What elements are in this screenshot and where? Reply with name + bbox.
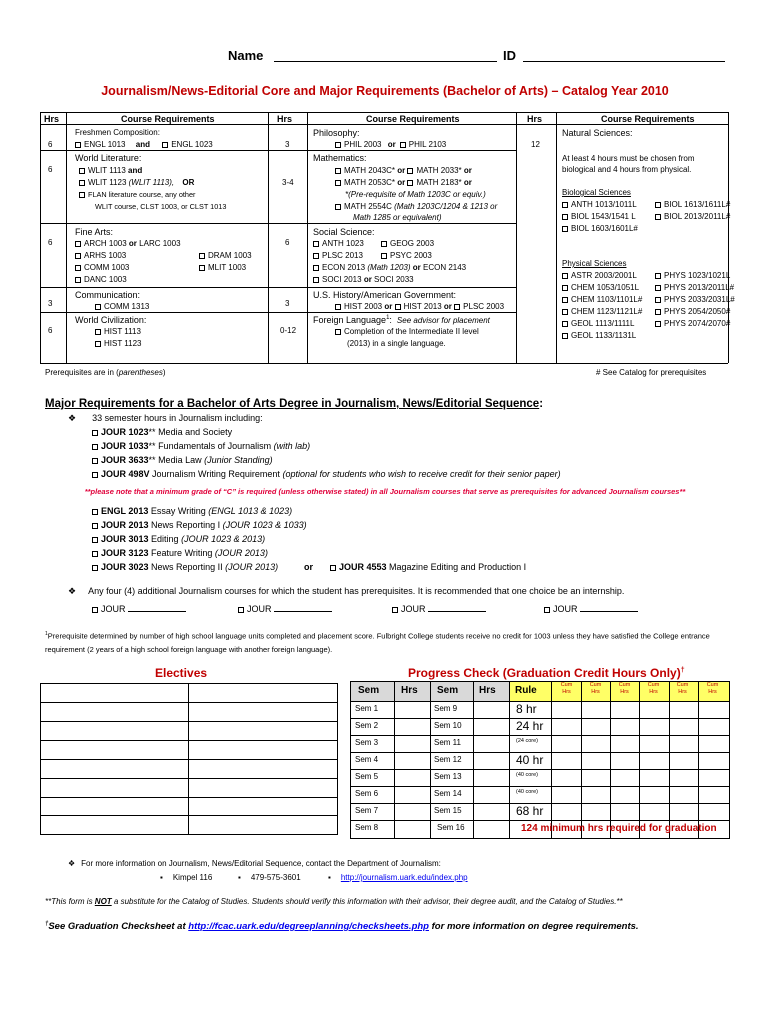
- natsci-hrs: 12: [531, 140, 540, 149]
- checkbox[interactable]: [313, 253, 319, 259]
- checkbox[interactable]: [313, 265, 319, 271]
- bio-item: ANTH 1013/1011L: [562, 200, 637, 209]
- sem-label: Sem 11: [434, 738, 461, 747]
- rule-header: Rule: [515, 685, 537, 696]
- sem-label: Sem 6: [355, 789, 379, 798]
- phys-item: CHEM 1103/1101L#: [562, 295, 642, 304]
- checkbox[interactable]: [92, 430, 98, 436]
- checkbox[interactable]: [75, 265, 81, 271]
- freshman-hrs: 6: [48, 140, 53, 149]
- checkbox[interactable]: [95, 304, 101, 310]
- comm-a: COMM 1313: [95, 302, 149, 311]
- worldlit-l2: WLIT 1123 (WLIT 1113), OR: [79, 178, 194, 187]
- course-req-header: Course Requirements: [366, 114, 460, 124]
- ushist-title: U.S. History/American Government:: [313, 290, 457, 300]
- checkbox[interactable]: [92, 537, 98, 543]
- philosophy-hrs: 3: [285, 140, 290, 149]
- bio-item: BIOL 1603/1601L#: [562, 224, 638, 233]
- checkbox[interactable]: [562, 321, 568, 327]
- social-f: SOCI 2013 or SOCI 2033: [313, 275, 414, 284]
- checkbox[interactable]: [330, 565, 336, 571]
- rule-value: (40 core): [516, 789, 539, 795]
- checkbox[interactable]: [75, 241, 81, 247]
- worldciv-a: HIST 1113: [95, 327, 141, 336]
- math-l3: *(Pre-requisite of Math 1203C or equiv.): [345, 190, 486, 199]
- name-field[interactable]: [274, 61, 497, 62]
- phys-item: PHYS 2054/2050#: [655, 307, 730, 316]
- sem-label: Sem 14: [434, 789, 462, 798]
- jour-slot[interactable]: JOUR: [392, 604, 486, 614]
- checkbox[interactable]: [92, 523, 98, 529]
- math-title: Mathematics:: [313, 153, 367, 163]
- checkbox[interactable]: [335, 304, 341, 310]
- checkbox[interactable]: [199, 265, 205, 271]
- checkbox[interactable]: [655, 309, 661, 315]
- sem-header: Sem: [437, 685, 459, 696]
- jour-slot[interactable]: JOUR: [544, 604, 638, 614]
- jour-slot[interactable]: JOUR: [238, 604, 332, 614]
- checkbox[interactable]: [313, 241, 319, 247]
- checkbox[interactable]: [92, 472, 98, 478]
- phys-item: ASTR 2003/2001L: [562, 271, 637, 280]
- progress-title: Progress Check (Graduation Credit Hours Only)†: [408, 666, 685, 680]
- seq-course: JOUR 3013 Editing (JOUR 1023 & 2013): [92, 534, 265, 544]
- rule-value: (40 core): [516, 772, 539, 778]
- sem-label: Sem 4: [355, 755, 379, 764]
- social-c: PLSC 2013: [313, 251, 363, 260]
- bio-item: BIOL 2013/2011L#: [655, 212, 730, 221]
- social-hrs: 6: [285, 238, 290, 247]
- checkbox[interactable]: [335, 329, 341, 335]
- finearts-e: DRAM 1003: [199, 251, 252, 260]
- checkbox[interactable]: [407, 180, 413, 186]
- checkbox[interactable]: [75, 277, 81, 283]
- checkbox[interactable]: [562, 333, 568, 339]
- rule-value: 8 hr: [516, 702, 537, 716]
- contact-link[interactable]: ▪ http://journalism.uark.edu/index.php: [328, 873, 468, 882]
- social-title: Social Science:: [313, 227, 375, 237]
- checkbox[interactable]: [655, 214, 661, 220]
- rule-value: 24 hr: [516, 719, 544, 733]
- phys-item: PHYS 2074/2070#: [655, 319, 730, 328]
- cum-header: Cum Hrs: [706, 682, 719, 695]
- foreign-l1: Completion of the Intermediate II level: [335, 327, 479, 336]
- core-course: JOUR 1033** Fundamentals of Journalism (with lab): [92, 441, 310, 451]
- id-field[interactable]: [523, 61, 725, 62]
- hrs-header: Hrs: [44, 114, 60, 124]
- language-footnote: $^1$Prerequisite determined by number of high school language units completed and placement score. Fulbright College students receive no credit for 1003 unless they have satisfied the College entrance requirement (2 years of a high school foreign language with another foreign language).: [45, 631, 710, 654]
- core-course: JOUR 1023** Media and Society: [92, 427, 232, 437]
- phys-item: CHEM 1053/1051L: [562, 283, 639, 292]
- checkbox[interactable]: [562, 285, 568, 291]
- cum-header: Cum Hrs: [647, 682, 660, 695]
- worldlit-hrs: 6: [48, 165, 53, 174]
- seq-course: JOUR 3023 News Reporting II (JOUR 2013): [92, 562, 278, 572]
- worldciv-b: HIST 1123: [95, 339, 142, 348]
- hrs-header: Hrs: [479, 685, 496, 696]
- major-heading: Major Requirements for a Bachelor of Arts Degree in Journalism, News/Editorial Sequence:: [45, 398, 544, 410]
- checkbox[interactable]: [335, 168, 341, 174]
- phys-item: CHEM 1123/1121L#: [562, 307, 642, 316]
- natsci-title: Natural Sciences:: [562, 128, 633, 138]
- checkbox[interactable]: [395, 304, 401, 310]
- electives-title: Electives: [155, 666, 208, 680]
- checkbox[interactable]: [92, 444, 98, 450]
- worldciv-title: World Civilization:: [75, 315, 147, 325]
- phys-item: PHYS 2033/2031L#: [655, 295, 735, 304]
- checkbox[interactable]: [655, 297, 661, 303]
- checkbox[interactable]: [562, 297, 568, 303]
- bio-title: Biological Sciences: [562, 188, 631, 197]
- checkbox[interactable]: [75, 253, 81, 259]
- sem-label: Sem 5: [355, 772, 379, 781]
- math-l5: Math 1285 or equivalent): [353, 213, 442, 222]
- math-l4: MATH 2554C (Math 1203C/1204 & 1213 or: [335, 202, 497, 211]
- checkbox[interactable]: [562, 214, 568, 220]
- checkbox[interactable]: [381, 241, 387, 247]
- bio-item: BIOL 1543/1541 L: [562, 212, 636, 221]
- comm-title: Communication:: [75, 290, 141, 300]
- natsci-intro: At least 4 hours must be chosen from biological and 4 hours from physical.: [562, 154, 695, 174]
- sem-label: Sem 8: [355, 823, 379, 832]
- major-intro: ❖ 33 semester hours in Journalism including:: [68, 413, 263, 423]
- phys-item: PHYS 1023/1021L: [655, 271, 730, 280]
- finearts-f: MLIT 1003: [199, 263, 246, 272]
- social-e: ECON 2013 (Math 1203) or ECON 2143: [313, 263, 466, 272]
- social-a: ANTH 1023: [313, 239, 364, 248]
- sem-label: Sem 13: [434, 772, 462, 781]
- grade-warning: **please note that a minimum grade of “C” is required (unless otherwise stated) in all Journalism courses that serve as prerequisites for advanced Journalism courses**: [84, 487, 686, 496]
- checkbox[interactable]: [92, 458, 98, 464]
- sem-label: Sem 2: [355, 721, 379, 730]
- checkbox[interactable]: [92, 509, 98, 515]
- checkbox[interactable]: [655, 202, 661, 208]
- core-course: JOUR 498V Journalism Writing Requirement (optional for students who wish to receive credit for their senior paper): [92, 469, 561, 479]
- finearts-a: ARCH 1003 or LARC 1003: [75, 239, 181, 248]
- hrs-header: Hrs: [277, 114, 293, 124]
- finearts-b: ARHS 1003: [75, 251, 126, 260]
- seq-course: ENGL 2013 Essay Writing (ENGL 1013 & 1023): [92, 506, 292, 516]
- checkbox[interactable]: [79, 180, 85, 186]
- checkbox[interactable]: [313, 277, 319, 283]
- page-title: Journalism/News-Editorial Core and Major Requirements (Bachelor of Arts) – Catalog Year 2010: [101, 84, 669, 98]
- comm-hrs: 3: [48, 299, 53, 308]
- contact-intro: ❖ For more information on Journalism, News/Editorial Sequence, contact the Department of Journalism:: [68, 859, 441, 868]
- ushist-line: HIST 2003 or HIST 2013 or PLSC 2003: [335, 302, 504, 311]
- ushist-hrs: 3: [285, 299, 290, 308]
- course-req-header: Course Requirements: [601, 114, 695, 124]
- worldciv-hrs: 6: [48, 326, 53, 335]
- sem-label: Sem 3: [355, 738, 379, 747]
- seq-course: JOUR 3123 Feature Writing (JOUR 2013): [92, 548, 268, 558]
- checksheet-note: †See Graduation Checksheet at http://fcac.uark.edu/degreeplanning/checksheets.php for more information on degree requirements.: [45, 921, 639, 933]
- checkbox[interactable]: [92, 551, 98, 557]
- seq-course: JOUR 2013 News Reporting I (JOUR 1023 & 1033): [92, 520, 307, 530]
- checkbox[interactable]: [79, 192, 85, 198]
- checkbox[interactable]: [335, 204, 341, 210]
- checkbox[interactable]: [381, 253, 387, 259]
- checkbox[interactable]: [655, 285, 661, 291]
- finearts-title: Fine Arts:: [75, 227, 114, 237]
- worldlit-l1: WLIT 1113 and: [79, 166, 142, 175]
- philosophy-title: Philosophy:: [313, 128, 360, 138]
- foreign-hrs: 0-12: [280, 326, 297, 335]
- catalog-note: # See Catalog for prerequisites: [596, 368, 707, 377]
- checkbox[interactable]: [562, 226, 568, 232]
- sem-label: Sem 10: [434, 721, 462, 730]
- math-l1: MATH 2043C* or MATH 2033* or: [335, 166, 472, 175]
- checkbox[interactable]: [92, 565, 98, 571]
- phys-item: GEOL 1133/1131L: [562, 331, 636, 340]
- min-hours-note: 124 minimum hrs required for graduation: [521, 823, 717, 834]
- any4-note: ❖ Any four (4) additional Journalism courses for which the student has prerequisites. It is recommended that one choice be an internship.: [68, 586, 625, 596]
- foreign-l2: (2013) in a single language.: [347, 339, 446, 348]
- checkbox[interactable]: [95, 329, 101, 335]
- contact-office: ▪ Kimpel 116: [160, 873, 213, 882]
- checkbox[interactable]: [335, 142, 341, 148]
- checkbox[interactable]: [199, 253, 205, 259]
- finearts-c: COMM 1003: [75, 263, 129, 272]
- checkbox[interactable]: [335, 180, 341, 186]
- jour-slot[interactable]: JOUR: [92, 604, 186, 614]
- electives-grid[interactable]: [40, 683, 338, 835]
- checkbox[interactable]: [79, 168, 85, 174]
- checksheet-link[interactable]: http://fcac.uark.edu/degreeplanning/checksheets.php: [188, 921, 429, 933]
- checkbox[interactable]: [95, 341, 101, 347]
- sem-header: Sem: [358, 685, 380, 696]
- sem-label: Sem 1: [355, 704, 379, 713]
- math-hrs: 3-4: [282, 178, 294, 187]
- math-l2: MATH 2053C* or MATH 2183* or: [335, 178, 472, 187]
- alt-course: JOUR 4553 Magazine Editing and Production I: [330, 562, 526, 572]
- sem-label: Sem 9: [434, 704, 458, 713]
- sem-label: Sem 12: [434, 755, 462, 764]
- core-course: JOUR 3633** Media Law (Junior Standing): [92, 455, 273, 465]
- disclaimer: **This form is NOT a substitute for the Catalog of Studies. Students should verify this information with their advisor, their degree audit, and the Catalog of Studies.**: [45, 897, 623, 906]
- checkbox[interactable]: [162, 142, 168, 148]
- hrs-header: Hrs: [527, 114, 543, 124]
- worldlit-l4: WLIT course, CLST 1003, or CLST 1013: [95, 202, 227, 211]
- phys-item: GEOL 1113/1111L: [562, 319, 634, 328]
- sem-label: Sem 15: [434, 806, 462, 815]
- finearts-d: DANC 1003: [75, 275, 127, 284]
- finearts-hrs: 6: [48, 238, 53, 247]
- checkbox[interactable]: [75, 142, 81, 148]
- phys-title: Physical Sciences: [562, 259, 627, 268]
- checkbox[interactable]: [454, 304, 460, 310]
- cum-header: Cum Hrs: [676, 682, 689, 695]
- cum-header: Cum Hrs: [589, 682, 602, 695]
- checkbox[interactable]: [655, 321, 661, 327]
- checkbox[interactable]: [655, 273, 661, 279]
- checkbox[interactable]: [400, 142, 406, 148]
- cum-header: Cum Hrs: [560, 682, 573, 695]
- course-req-header: Course Requirements: [121, 114, 215, 124]
- worldlit-l3: FLAN literature course, any other: [79, 190, 195, 199]
- checkbox[interactable]: [562, 202, 568, 208]
- bio-item: BIOL 1613/1611L#: [655, 200, 730, 209]
- rule-value: 68 hr: [516, 804, 544, 818]
- prereq-note: Prerequisites are in (parentheses): [45, 368, 166, 377]
- philosophy-line: PHIL 2003 or PHIL 2103: [335, 140, 446, 149]
- checkbox[interactable]: [562, 273, 568, 279]
- rule-value: (24 core): [516, 738, 539, 744]
- freshman-line: ENGL 1013 and ENGL 1023: [75, 140, 213, 149]
- worldlit-title: World Literature:: [75, 153, 142, 163]
- sem-label: Sem 16: [437, 823, 465, 832]
- foreign-title: Foreign Language$^1$: See advisor for placement: [313, 315, 490, 325]
- hrs-header: Hrs: [401, 685, 418, 696]
- cum-header: Cum Hrs: [618, 682, 631, 695]
- freshman-title: Freshmen Composition:: [75, 128, 160, 137]
- social-b: GEOG 2003: [381, 239, 434, 248]
- checkbox[interactable]: [562, 309, 568, 315]
- rule-value: 40 hr: [516, 753, 544, 767]
- name-label: Name: [228, 48, 264, 63]
- id-label: ID: [503, 48, 516, 63]
- social-d: PSYC 2003: [381, 251, 432, 260]
- checkbox[interactable]: [407, 168, 413, 174]
- sem-label: Sem 7: [355, 806, 379, 815]
- phys-item: PHYS 2013/2011L#: [655, 283, 734, 292]
- contact-phone: ▪ 479-575-3601: [238, 873, 301, 882]
- seq-or: or: [304, 562, 313, 572]
